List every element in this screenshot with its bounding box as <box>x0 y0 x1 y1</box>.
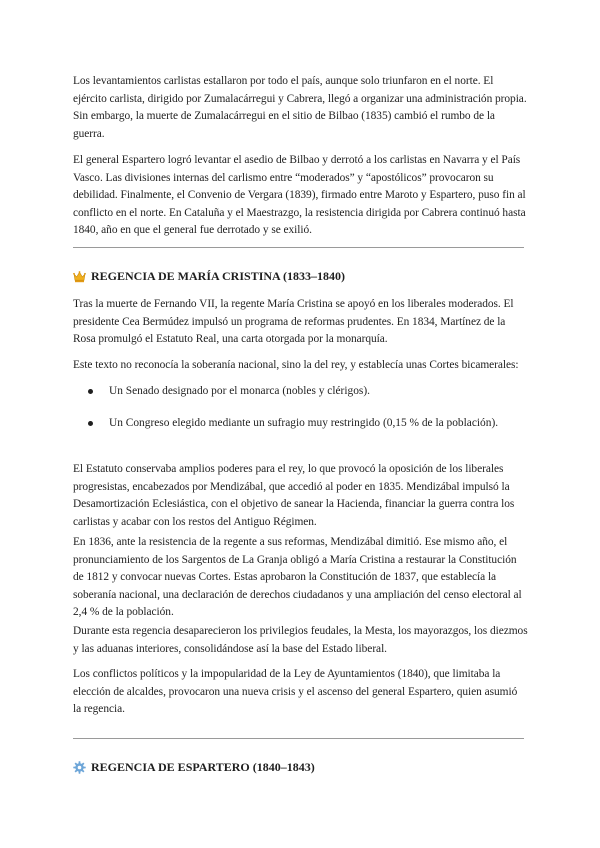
paragraph-ayuntamientos-law: Los conflictos políticos y la impopularidad de la Ley de Ayuntamientos (1840), que limitaba la elección de alcaldes, provocaron una nueva crisis y el ascenso del general Espartero, quien asumió la regencia. <box>73 668 518 716</box>
list-item-text: Un Senado designado por el monarca (nobles y clérigos). <box>109 385 370 397</box>
list-item-text: Un Congreso elegido mediante un sufragio muy restringido (0,15 % de la población). <box>109 417 499 429</box>
paragraph-mendizabal: El Estatuto conservaba amplios poderes para el rey, lo que provocó la oposición de los liberales progresistas, encabezados por Mendizábal, que accedió al poder en 1835. Mendizábal impulsó la Desamortización Eclesiástica, con el objetivo de sanear la Hacienda, financiar la guerra contra los carlistas y acabar con los restos del Antiguo Régimen. <box>73 463 515 528</box>
paragraph-constitution-1837: En 1836, ante la resistencia de la regente a sus reformas, Mendizábal dimitió. Ese mismo año, el pronunciamiento de los Sargentos de La Granja obligó a María Cristina a restaurar la Constitución de 1812 y convocar nuevas Cortes. Estas aprobaron la Constitución de 1837, que establecía la soberanía nacional, una declaración de derechos ciudadanos y una ampliación del censo electoral al 2,4 % de la población. <box>73 536 522 619</box>
paragraph-regency-intro: Tras la muerte de Fernando VII, la regente María Cristina se apoyó en los liberales moderados. El presidente Cea Bermúdez impulsó un programa de reformas prudentes. En 1834, Martínez de la Rosa promulgó el Estatuto Real, una carta otorgada por la monarquía. <box>73 298 514 346</box>
section-heading-espartero <box>73 759 315 775</box>
section-divider <box>73 738 524 739</box>
section-divider <box>73 247 524 248</box>
section-heading-maria-cristina <box>73 268 345 284</box>
paragraph-espartero-victory: El general Espartero logró levantar el asedio de Bilbao y derrotó a los carlistas en Navarra y el País Vasco. Las divisiones internas del carlismo entre “moderados” y “apostólicos” provocaron su debilidad. Finalmente, el Convenio de Vergara (1839), firmado entre Maroto y Espartero, puso fin al conflicto en el norte. En Cataluña y el Maestrazgo, la resistencia dirigida por Cabrera continuó hasta 1840, año en que el general fue derrotado y se exilió. <box>73 154 526 237</box>
bullet-dot <box>88 421 93 426</box>
section-title: REGENCIA DE ESPARTERO (1840–1843) <box>91 760 315 774</box>
bullet-dot <box>88 389 93 394</box>
gear-icon <box>73 761 86 774</box>
section-title: REGENCIA DE MARÍA CRISTINA (1833–1840) <box>91 269 346 283</box>
paragraph-carlist-uprisings: Los levantamientos carlistas estallaron por todo el país, aunque solo triunfaron en el norte. El ejército carlista, dirigido por Zumalacárregui y Cabrera, llegó a organizar una administración propia. Sin embargo, la muerte de Zumalacárregui en el sitio de Bilbao (1835) cambió el rumbo de la guerra. <box>73 75 527 140</box>
paragraph-feudal-privileges: Durante esta regencia desaparecieron los privilegios feudales, la Mesta, los mayorazgos, los diezmos y las aduanas interiores, consolidándose así la base del Estado liberal. <box>73 625 528 655</box>
paragraph-statute-description: Este texto no reconocía la soberanía nacional, sino la del rey, y establecía unas Cortes bicamerales: <box>73 359 519 371</box>
crown-icon <box>73 270 86 283</box>
